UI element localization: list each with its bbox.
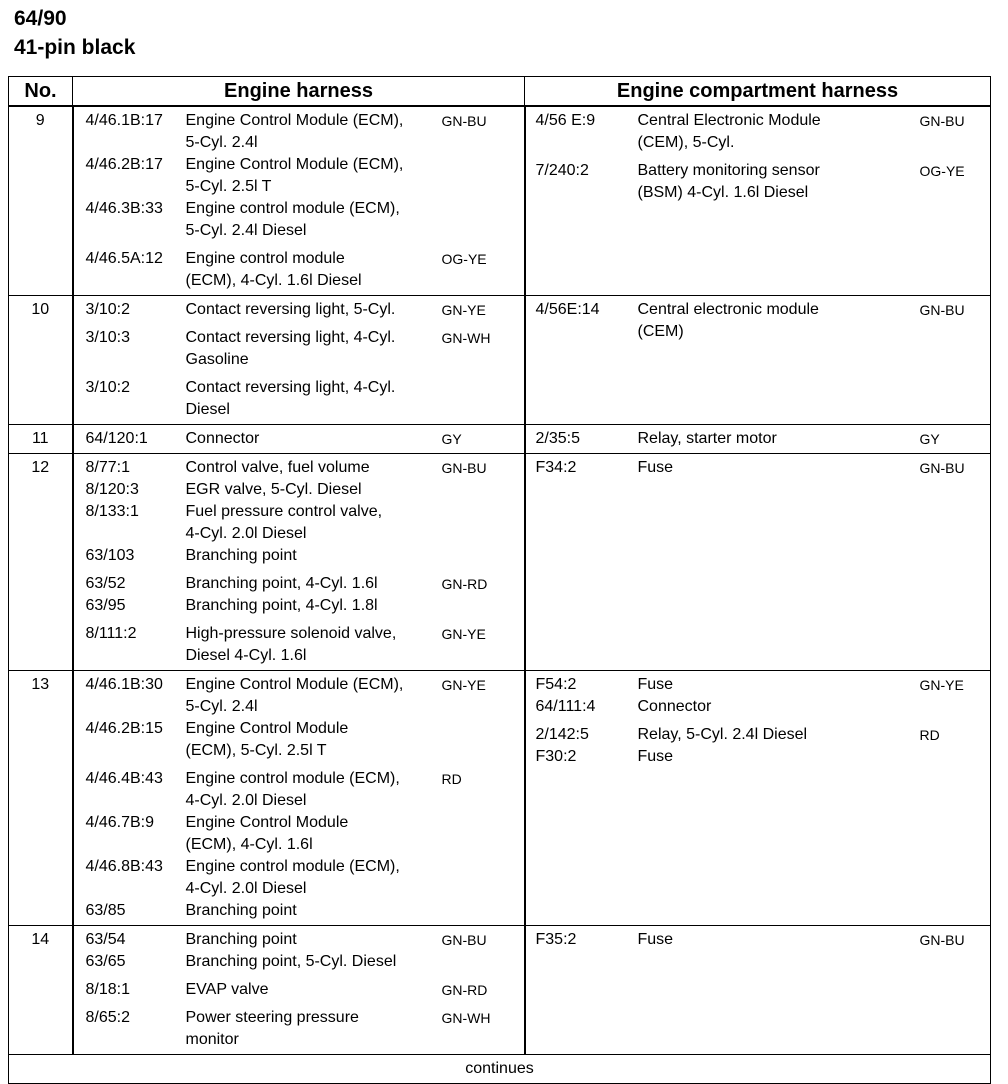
engine-description (186, 900, 432, 922)
engine-entry (74, 573, 524, 595)
wire-color (908, 696, 1000, 718)
description-line: 5-Cyl. 2.4l (185, 698, 258, 715)
wire-color: GN-WH (441, 1010, 491, 1026)
description-line: (BSM) 4-Cyl. 1.6l Diesel (637, 184, 809, 201)
page-title: 64/90 (14, 7, 67, 30)
description-line: Central electronic module (637, 301, 819, 318)
engine-entry (74, 900, 524, 922)
compartment-connector: F35:2 (535, 931, 577, 948)
description-line: Fuse (637, 676, 674, 693)
engine-connector: 4/46.1B:30 (85, 676, 163, 693)
compartment-entry (526, 428, 991, 450)
description-line: 4-Cyl. 2.0l Diesel (185, 792, 307, 809)
description-line: Gasoline (185, 351, 249, 368)
engine-connector: 8/77:1 (85, 459, 130, 476)
compartment-entry (526, 457, 991, 479)
engine-entry (74, 595, 524, 617)
description-line: Battery monitoring sensor (637, 162, 820, 179)
compartment-harness-cell (525, 296, 991, 425)
wire-color: OG-YE (441, 251, 487, 267)
wire-color: GN-BU (919, 302, 965, 318)
wire-color: OG-YE (919, 163, 965, 179)
compartment-harness-cell (525, 926, 991, 1055)
compartment-description (638, 746, 908, 768)
engine-connector: 4/46.7B:9 (85, 814, 154, 831)
wire-color (432, 718, 522, 762)
engine-description (186, 299, 432, 321)
compartment-entry (526, 674, 991, 696)
table-row (9, 296, 991, 425)
engine-entry (74, 428, 524, 450)
wire-color: GN-RD (441, 982, 488, 998)
engine-description (186, 812, 432, 856)
wire-color: GN-YE (441, 302, 486, 318)
wire-color (432, 900, 522, 922)
wire-color: GN-RD (441, 576, 488, 592)
description-line: (CEM), 5-Cyl. (637, 134, 735, 151)
wire-color (432, 545, 522, 567)
wire-color (432, 951, 522, 973)
description-line: Engine control module (ECM), (185, 770, 400, 787)
page-subtitle: 41-pin black (14, 36, 136, 59)
description-line: Engine control module (ECM), (185, 858, 400, 875)
wire-color (432, 479, 522, 501)
compartment-description (638, 724, 908, 746)
engine-entry (74, 299, 524, 321)
engine-entry (74, 856, 524, 900)
description-line: 4-Cyl. 2.0l Diesel (185, 880, 307, 897)
engine-connector: 63/95 (85, 597, 126, 614)
engine-entry (74, 979, 524, 1001)
compartment-harness-cell (525, 671, 991, 926)
pin-number: 9 (9, 106, 73, 296)
engine-cell (74, 671, 524, 925)
description-line: Branching point (185, 902, 297, 919)
description-line: Fuse (637, 748, 674, 765)
wire-color (432, 595, 522, 617)
compartment-connector: 7/240:2 (535, 162, 589, 179)
engine-description (186, 979, 432, 1001)
engine-connector: 3/10:2 (85, 379, 130, 396)
engine-cell (74, 926, 524, 1054)
engine-description (186, 573, 432, 595)
engine-description (186, 377, 432, 421)
description-line: Fuel pressure control valve, (185, 503, 383, 520)
table-body (9, 106, 991, 1055)
engine-entry (74, 951, 524, 973)
description-line: (CEM) (637, 323, 684, 340)
engine-harness-cell (73, 106, 525, 296)
description-line: Diesel (185, 401, 230, 418)
engine-cell (74, 425, 524, 453)
engine-description (186, 327, 432, 371)
description-line: 4-Cyl. 2.0l Diesel (185, 525, 307, 542)
engine-entry (74, 198, 524, 242)
description-line: Engine Control Module (ECM), (185, 112, 404, 129)
header-no: No. (9, 77, 73, 107)
engine-entry (74, 929, 524, 951)
engine-harness-cell (73, 454, 525, 671)
engine-description (186, 428, 432, 450)
engine-connector: 64/120:1 (85, 430, 148, 447)
engine-entry (74, 457, 524, 479)
engine-connector: 8/111:2 (85, 625, 137, 642)
engine-connector: 3/10:3 (85, 329, 130, 346)
description-line: Engine control module (ECM), (185, 200, 400, 217)
description-line: Connector (637, 698, 712, 715)
engine-connector: 3/10:2 (85, 301, 130, 318)
description-line: Relay, starter motor (637, 430, 777, 447)
compartment-entry (526, 724, 991, 746)
engine-entry (74, 768, 524, 812)
engine-entry (74, 718, 524, 762)
engine-harness-cell (73, 425, 525, 454)
engine-entry (74, 479, 524, 501)
pin-number: 12 (9, 454, 73, 671)
description-line: Branching point (185, 931, 297, 948)
wire-color: RD (441, 771, 462, 787)
engine-description (186, 545, 432, 567)
engine-description (186, 929, 432, 951)
engine-entry (74, 1007, 524, 1051)
engine-connector: 4/46.4B:43 (85, 770, 163, 787)
compartment-description (638, 457, 908, 479)
wire-color: GN-BU (441, 113, 487, 129)
engine-harness-cell (73, 671, 525, 926)
header-engine-harness: Engine harness (73, 77, 525, 107)
engine-connector: 4/46.1B:17 (85, 112, 163, 129)
description-line: Branching point, 4-Cyl. 1.8l (185, 597, 378, 614)
compartment-connector: 4/56E:14 (535, 301, 600, 318)
wire-color: GN-YE (441, 677, 486, 693)
compartment-cell (526, 425, 991, 453)
compartment-cell (526, 671, 991, 771)
compartment-entry (526, 160, 991, 204)
pin-number: 13 (9, 671, 73, 926)
compartment-description (638, 110, 908, 154)
description-line: Engine Control Module (ECM), (185, 676, 404, 693)
description-line: EGR valve, 5-Cyl. Diesel (185, 481, 362, 498)
description-line: Relay, 5-Cyl. 2.4l Diesel (637, 726, 808, 743)
compartment-entry (526, 929, 991, 951)
engine-connector: 8/18:1 (85, 981, 130, 998)
engine-description (186, 768, 432, 812)
description-line: Branching point (185, 547, 297, 564)
engine-description (186, 1007, 432, 1051)
description-line: Engine control module (185, 250, 345, 267)
compartment-connector: F54:2 (535, 676, 577, 693)
description-line: Diesel 4-Cyl. 1.6l (185, 647, 307, 664)
compartment-description (638, 428, 908, 450)
description-line: Branching point, 4-Cyl. 1.6l (185, 575, 378, 592)
description-line: Branching point, 5-Cyl. Diesel (185, 953, 397, 970)
description-line: monitor (185, 1031, 239, 1048)
engine-description (186, 501, 432, 545)
engine-connector: 63/103 (85, 547, 135, 564)
wire-color (432, 198, 522, 242)
description-line: Contact reversing light, 4-Cyl. (185, 379, 396, 396)
engine-connector: 63/54 (85, 931, 126, 948)
engine-description (186, 198, 432, 242)
engine-connector: 4/46.2B:17 (85, 156, 163, 173)
table-row (9, 106, 991, 296)
wire-color: GN-WH (441, 330, 491, 346)
engine-description (186, 856, 432, 900)
engine-connector: 4/46.5A:12 (85, 250, 163, 267)
engine-entry (74, 623, 524, 667)
engine-description (186, 623, 432, 667)
pin-number: 14 (9, 926, 73, 1055)
wire-color (432, 154, 522, 198)
engine-description (186, 595, 432, 617)
wire-color: GY (919, 431, 940, 447)
engine-description (186, 457, 432, 479)
engine-entry (74, 545, 524, 567)
compartment-cell (526, 107, 991, 207)
compartment-connector: 2/142:5 (535, 726, 589, 743)
description-line: (ECM), 4-Cyl. 1.6l (185, 836, 313, 853)
compartment-connector: 2/35:5 (535, 430, 580, 447)
description-line: Engine Control Module (185, 814, 349, 831)
compartment-description (638, 929, 908, 951)
engine-entry (74, 501, 524, 545)
compartment-cell (526, 926, 991, 954)
harness-table (8, 76, 991, 1084)
description-line: Power steering pressure (185, 1009, 359, 1026)
wire-color: GN-BU (919, 113, 965, 129)
header-row (9, 77, 991, 107)
engine-entry (74, 248, 524, 292)
wire-color (908, 746, 1000, 768)
description-line: Central Electronic Module (637, 112, 821, 129)
compartment-connector: 4/56 E:9 (535, 112, 596, 129)
engine-entry (74, 674, 524, 718)
engine-description (186, 248, 432, 292)
description-line: Control valve, fuel volume (185, 459, 370, 476)
engine-harness-cell (73, 296, 525, 425)
engine-connector: 8/133:1 (85, 503, 139, 520)
compartment-harness-cell (525, 106, 991, 296)
wire-color: RD (919, 727, 940, 743)
engine-connector: 63/85 (85, 902, 126, 919)
wire-color (432, 501, 522, 545)
engine-connector: 63/52 (85, 575, 126, 592)
table-row (9, 671, 991, 926)
compartment-entry (526, 696, 991, 718)
table-row (9, 425, 991, 454)
description-line: EVAP valve (185, 981, 269, 998)
description-line: High-pressure solenoid valve, (185, 625, 397, 642)
description-line: Contact reversing light, 4-Cyl. (185, 329, 396, 346)
compartment-harness-cell (525, 454, 991, 671)
engine-connector: 63/65 (85, 953, 126, 970)
description-line: (ECM), 5-Cyl. 2.5l T (185, 742, 327, 759)
wire-color: GN-BU (919, 460, 965, 476)
wire-color: GN-BU (919, 932, 965, 948)
wire-color: GY (441, 431, 462, 447)
wire-color: GN-BU (441, 460, 487, 476)
engine-description (186, 479, 432, 501)
engine-cell (74, 454, 524, 670)
engine-description (186, 674, 432, 718)
compartment-entry (526, 110, 991, 154)
compartment-description (638, 696, 908, 718)
engine-entry (74, 154, 524, 198)
description-line: Connector (185, 430, 260, 447)
engine-connector: 8/120:3 (85, 481, 139, 498)
table-row (9, 454, 991, 671)
description-line: Fuse (637, 931, 674, 948)
pin-number: 10 (9, 296, 73, 425)
header-compartment-harness: Engine compartment harness (525, 77, 991, 107)
compartment-cell (526, 454, 991, 482)
engine-entry (74, 812, 524, 856)
wire-color: GN-YE (919, 677, 964, 693)
pin-number: 11 (9, 425, 73, 454)
engine-harness-cell (73, 926, 525, 1055)
wire-color: GN-YE (441, 626, 486, 642)
description-line: Fuse (637, 459, 674, 476)
wire-color (432, 812, 522, 856)
description-line: Engine Control Module (ECM), (185, 156, 404, 173)
compartment-description (638, 674, 908, 696)
compartment-connector: 64/111:4 (535, 698, 596, 715)
compartment-entry (526, 746, 991, 768)
engine-connector: 4/46.3B:33 (85, 200, 163, 217)
description-line: Engine Control Module (185, 720, 349, 737)
description-line: 5-Cyl. 2.4l (185, 134, 258, 151)
engine-description (186, 110, 432, 154)
engine-description (186, 718, 432, 762)
engine-entry (74, 327, 524, 371)
continues-note: continues (9, 1055, 991, 1084)
compartment-connector: F34:2 (535, 459, 577, 476)
wire-color: GN-BU (441, 932, 487, 948)
engine-connector: 4/46.8B:43 (85, 858, 163, 875)
wire-color (432, 377, 522, 421)
engine-connector: 4/46.2B:15 (85, 720, 163, 737)
compartment-description (638, 160, 908, 204)
engine-cell (74, 296, 524, 424)
compartment-entry (526, 299, 991, 343)
engine-cell (74, 107, 524, 295)
compartment-harness-cell (525, 425, 991, 454)
engine-description (186, 951, 432, 973)
description-line: 5-Cyl. 2.4l Diesel (185, 222, 307, 239)
compartment-connector: F30:2 (535, 748, 577, 765)
engine-description (186, 154, 432, 198)
compartment-description (638, 299, 908, 343)
description-line: Contact reversing light, 5-Cyl. (185, 301, 396, 318)
wire-color (432, 856, 522, 900)
table-row (9, 926, 991, 1055)
compartment-cell (526, 296, 991, 346)
description-line: 5-Cyl. 2.5l T (185, 178, 272, 195)
engine-entry (74, 110, 524, 154)
engine-connector: 8/65:2 (85, 1009, 130, 1026)
description-line: (ECM), 4-Cyl. 1.6l Diesel (185, 272, 362, 289)
footer-row (9, 1055, 991, 1084)
engine-entry (74, 377, 524, 421)
